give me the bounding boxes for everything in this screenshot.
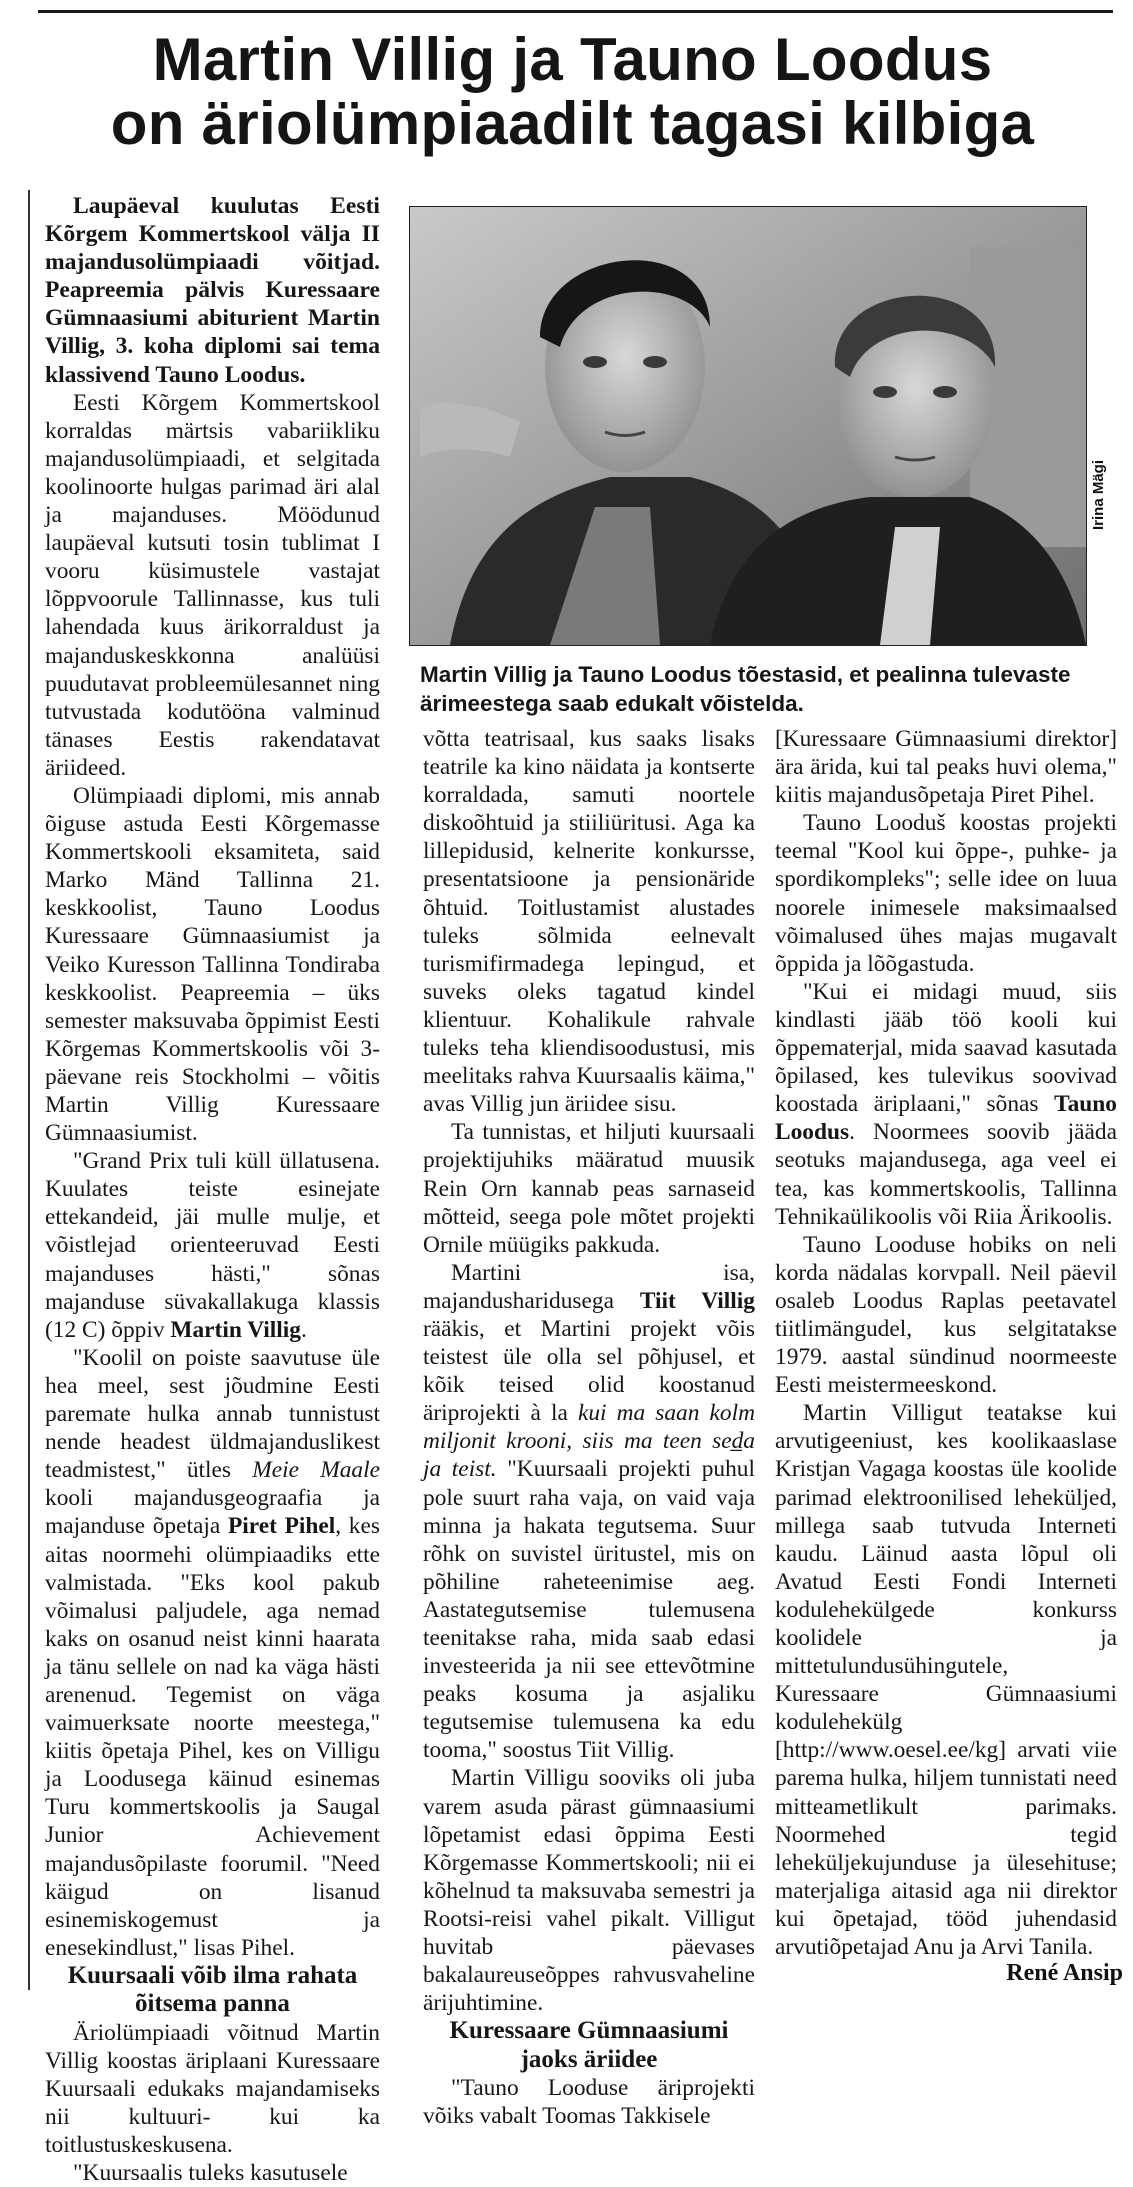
paragraph: "Tauno Looduse äriprojekti võiks vabalt Toomas Takkisele xyxy=(423,2075,755,2130)
photo-credit: Irina Mägi xyxy=(1090,459,1107,530)
paragraph: Tauno Looduse hobiks on neli korda nädalas korvpall. Neil päevil osaleb Loodus Raplas peetavatel tiitlimängudel, kus selgitatakse 1979. aastal sündinud noormeeste Eesti meistermeeskond. xyxy=(775,1231,1117,1399)
quoted-phrase: kui ma saan kolm miljonit krooni, siis ma teen sed̲a ja teist. xyxy=(423,1400,755,1483)
subheading: Kuursaali võib ilma rahata õitsema panna xyxy=(67,1961,358,2018)
paragraph: "Kuursaalis tuleks kasutusele xyxy=(73,2160,348,2187)
paragraph-text: . Noormees soovib jääda seotuks majandusega, aga veel ei tea, kas kommertskoolis, Tallinna Tehnikaülikoolis või Riia Ärikoolis. xyxy=(775,1119,1117,1230)
paragraph xyxy=(775,978,1117,1231)
left-margin-rule xyxy=(28,190,30,1990)
paragraph xyxy=(423,1259,755,1765)
paragraph: Eesti Kõrgem Kommertskool korraldas märtsis vabariikliku majandusolümpiaadi, et selgitada koolinoorte hulgas parimad äri alal ja majanduses. Möödunud laupäeval kutsuti tosin tublimat I vooru küsimustele vastajat lõppvoorule Tallinnasse, kus tuli lahendada kuus ärikorraldust ja majanduskeskkonna analüüsi puudutavat probleemülesannet ning tutvustada kodutööna valminud tänases Eestis rakendatavat äriideed. xyxy=(45,389,380,781)
top-rule xyxy=(38,10,1113,13)
paragraph: võtta teatrisaal, kus saaks lisaks teatrile ka kino näidata ja kontserte korraldada, samuti noortele diskoõhtuid ja stiiliüritusi. Aga ka lillepidusid, kelnerite konkursse, presentatsioone ja pensionäride õhtuid. Toitlustamist alustades tuleks sõlmida eelnevalt turismifirmadega lepingud, et suveks oleks tagatud kindel klientuur. Kohalikule rahvale tuleks teha kliendisoodustusi, mis meelitaks rahva Kuursaalis käima," avas Villig jun äriidee sisu. xyxy=(423,726,755,1118)
author-byline: René Ansip xyxy=(1006,1960,1123,1986)
paragraph-text: "Grand Prix tuli küll üllatusena. Kuulates teiste esinejate ettekandeid, jäi mulle mulje, et võistlejad orienteeruvad Eesti majanduses hästi," sõnas majanduse süvakallakuga klassis (12 C) õppiv xyxy=(45,1148,380,1343)
paragraph: Äriolümpiaadi võitnud Martin Villig koostas äriplaani Kuressaare Kuursaali edukaks majandamiseks nii kultuuri- kui ka toitlustuskeskusena. xyxy=(45,2019,380,2159)
paragraph-text: "Kui ei midagi muud, siis kindlasti jääb töö kooli kui õppematerjal, mida saavad kasutada õpilased, kes tulevikus soovivad koostada äriplaani," sõnas xyxy=(775,978,1117,1118)
paragraph-text: . xyxy=(301,1316,307,1343)
subheading: Kuressaare Gümnaasiumi jaoks äriidee xyxy=(449,2017,729,2073)
paragraph-text: "Kuursaali projekti puhul pole suurt raha vaja, on vaid vaja minna ja hakata tegutsema. Suur rõhk on suvistel üritustel, mis on põhiline raheteenimise aeg. Aastategutsemise tulemusena teenitakse raha, mida saab edasi investeerida ja nii see ettevõtmine peaks kosuma ja asjaliku tegutsemise tulemusena ka edu tooma," soostus Tiit Villig. xyxy=(423,1456,755,1764)
paragraph: [Kuressaare Gümnaasiumi direktor] ära ärida, kui tal peaks huvi olema," kiitis majandusõpetaja Piret Pihel. xyxy=(775,726,1117,809)
photo-two-young-men xyxy=(409,206,1087,646)
paragraph: Tauno Looduš koostas projekti teemal "Kool kui õppe-, puhke- ja spordikompleks"; selle idee on luua noorele inimesele maksimaalsed võimalused ühes majas mugavalt õppida ja lõõgastuda. xyxy=(775,810,1117,977)
person-name: Tiit Villig xyxy=(639,1287,756,1314)
paragraph-text: kooli majandusgeograafia ja majanduse õpetaja xyxy=(45,1485,380,1540)
paragraph: Martin Villigu sooviks oli juba varem asuda pärast gümnaasiumi lõpetamist edasi õppima Eesti Kõrgemasse Kommertskooli; nii ei kõhelnud ta maksuvaba semestri ja Rootsi-reisi vahel pikalt. Villigut huvitab päevases bakalaureuseõppes rahvusvaheline ärijuhtimine. xyxy=(423,1765,755,2017)
person-name: Martin Villig xyxy=(170,1316,301,1343)
article-column-2 xyxy=(423,725,755,2131)
headline xyxy=(30,28,1115,156)
paragraph-text: "Koolil on poiste saavutuse üle hea meel, sest jõudmine Eesti paremate hulka annab tunnistust nende headest üldmajanduslikest teadmistest," ütles xyxy=(45,1344,380,1484)
article-column-1 xyxy=(45,192,380,2187)
paragraph-text: , kes aitas noormehi olümpiaadiks ette valmistada. "Eks kool pakub võimalusi paljudele, aga nemad kaks on osanud neist kinni haarata ja tänu sellele on nad ka väga hästi arenenud. Tegemist on väga vaimuerksate noorte meestega," kiitis õpetaja Pihel, kes on Villigu ja Loodusega käinud esinemas Turu kommertskoolis ja Saugal Junior Achievement majandusõpilaste foorumil. "Need käigud on lisanud esinemiskogemust ja enesekindlust," lisas Pihel. xyxy=(45,1513,380,1961)
paragraph: Martin Villigut teatakse kui arvutigeeniust, kes koolikaaslase Kristjan Vagaga koostas üle koolide parimad elektroonilised leheküljed, millega saab tutvuda Interneti kaudu. Läinud aasta lõpul oli Avatud Eesti Fondi Interneti kodulehekülgede konkurss koolidele ja mittetulundusühingutele, Kuressaare Gümnaasiumi kodulehekülg [http://www.oesel.ee/kg] arvati viie parema hulka, hiljem tunnistati need mitteametlikult parimaks. Noormehed tegid leheküljekujunduse ja ülesehituse; materjaliga aitasid aga nii direktor kui õpetajad, tööd juhendasid arvutiõpetajad Anu ja Arvi Tanila. xyxy=(775,1400,1117,1961)
person-name: Piret Pihel xyxy=(227,1513,336,1540)
headline-line-2: on äriolümpiaadilt tagasi kilbiga xyxy=(110,90,1035,157)
paragraph-text: Martini isa, majandusharidusega xyxy=(423,1259,755,1314)
article-column-3 xyxy=(775,725,1117,1961)
paragraph: Olümpiaadi diplomi, mis annab õiguse astuda Eesti Kõrgemasse Kommertskooli eksamiteta, said Marko Mänd Tallinna 21. keskkoolist, Tauno Loodus Kuressaare Gümnaasiumist ja Veiko Kuresson Tallinna Tondiraba keskkoolist. Peapreemia – üks semester maksuvaba õppimist Eesti Kõrgemas Kommertskoolis või 3-päevane reis Stockholmi – võitis Martin Villig Kuressaare Gümnaasiumist. xyxy=(45,782,380,1147)
photo-caption: Martin Villig ja Tauno Loodus tõestasid, et pealinna tulevaste ärimeestega saab edukalt võistelda. xyxy=(420,662,1071,716)
paragraph xyxy=(45,1147,380,1344)
photo-illustration xyxy=(410,207,1086,645)
paragraph: Ta tunnistas, et hiljuti kuursaali projektijuhiks määratud muusik Rein Orn kannab peas sarnaseid mõtteid, seega pole mõtet projekti Ornile müügiks pakkuda. xyxy=(423,1119,755,1258)
paragraph-text: rääkis, et Martini projekt võis teistest üle olla sel põhjusel, et kõik teised olid koostanud äriprojekti à la xyxy=(423,1315,755,1427)
headline-line-1: Martin Villig ja Tauno Loodus xyxy=(152,26,993,93)
lead-paragraph: Laupäeval kuulutas Eesti Kõrgem Kommertskool välja II majandusolümpiaadi võitjad. Peapreemia pälvis Kuressaare Gümnaasiumi abiturient Martin Villig, 3. koha diplomi sai tema klassivend Tauno Loodus. xyxy=(45,193,380,388)
person-name: Tauno Loodus xyxy=(775,1091,1117,1146)
newspaper-name: Meie Maale xyxy=(252,1457,380,1484)
paragraph xyxy=(45,1344,380,1962)
